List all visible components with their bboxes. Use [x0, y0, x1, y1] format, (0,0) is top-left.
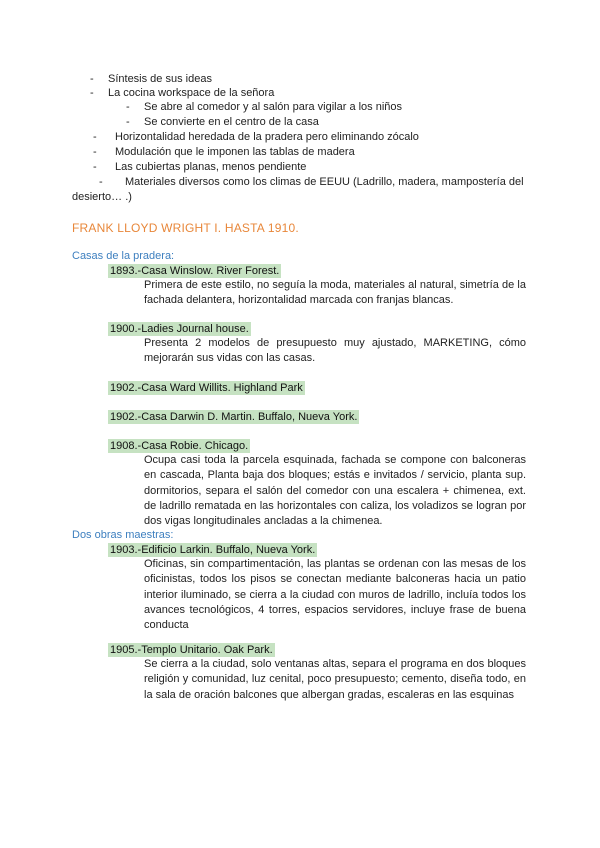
entry-heading: 1903.-Edificio Larkin. Buffalo, Nueva York. — [110, 544, 316, 556]
entry-description: Presenta 2 modelos de presupuesto muy ajustado, MARKETING, cómo mejorarán sus vidas con las casas. — [144, 337, 526, 365]
entry-heading: 1900.-Ladies Journal house. — [110, 323, 249, 335]
entry-heading: 1905.-Templo Unitario. Oak Park. — [110, 644, 273, 656]
subsection-title: Dos obras maestras: — [72, 529, 174, 541]
bullet-dash: - — [93, 161, 97, 173]
bullet-text: Modulación que le imponen las tablas de madera — [115, 146, 355, 158]
bullet-text: Se convierte en el centro de la casa — [144, 116, 319, 128]
entry-heading: 1893.-Casa Winslow. River Forest. — [110, 265, 280, 277]
bullet-text: Síntesis de sus ideas — [108, 73, 212, 85]
bullet-continuation: desierto… .) — [72, 191, 132, 203]
bullet-dash: - — [126, 101, 130, 113]
bullet-dash: - — [99, 176, 103, 188]
entry-heading: 1902.-Casa Darwin D. Martin. Buffalo, Nueva York. — [110, 411, 358, 423]
entry-description: Primera de este estilo, no seguía la moda, materiales al natural, simetría de la fachada delantera, horizontalidad marcada con franjas blancas. — [144, 279, 526, 307]
bullet-dash: - — [90, 87, 94, 99]
entry-description: Ocupa casi toda la parcela esquinada, fachada se compone con balconeras en cascada, Planta baja dos bloques; estás e invitados / servicio, planta sup. dormitorios, separa el salón del comedor con una escalera + chimenea, ext. de ladrillo rematada en las horizontales con caliza, los voladizos se logran por dos vigas longitudinales ancladas a la chimenea. — [144, 454, 526, 528]
entry-description: Oficinas, sin compartimentación, las plantas se ordenan con las mesas de los oficinistas, todos los pisos se conectan mediante balconeras hacia un patio interior iluminado, se cierra a la ciudad con muros de ladrillo, incluía todos los avances tecnológicos, 4 torres, espacios servidores, incluye frase de buena conducta — [144, 558, 526, 632]
entry-heading: 1902.-Casa Ward Willits. Highland Park — [110, 382, 303, 394]
bullet-text: Se abre al comedor y al salón para vigilar a los niños — [144, 101, 403, 113]
bullet-dash: - — [93, 131, 97, 143]
bullet-text: Las cubiertas planas, menos pendiente — [115, 161, 307, 173]
section-title: FRANK LLOYD WRIGHT I. HASTA 1910. — [72, 221, 299, 235]
subsection-title: Casas de la pradera: — [72, 250, 175, 262]
entry-description: Se cierra a la ciudad, solo ventanas altas, separa el programa en dos bloques religión y comunidad, luz cenital, poco presupuesto; cemento, diseña todo, en la sala de oración balcones que albergan gradas, escaleras en las esquinas — [144, 658, 526, 701]
bullet-dash: - — [93, 146, 97, 158]
bullet-text: Horizontalidad heredada de la pradera pero eliminando zócalo — [115, 131, 419, 143]
bullet-dash: - — [126, 116, 130, 128]
bullet-text: La cocina workspace de la señora — [108, 87, 275, 99]
bullet-text: Materiales diversos como los climas de EEUU (Ladrillo, madera, mampostería del — [125, 176, 524, 188]
bullet-dash: - — [90, 73, 94, 85]
entry-heading: 1908.-Casa Robie. Chicago. — [110, 440, 249, 452]
